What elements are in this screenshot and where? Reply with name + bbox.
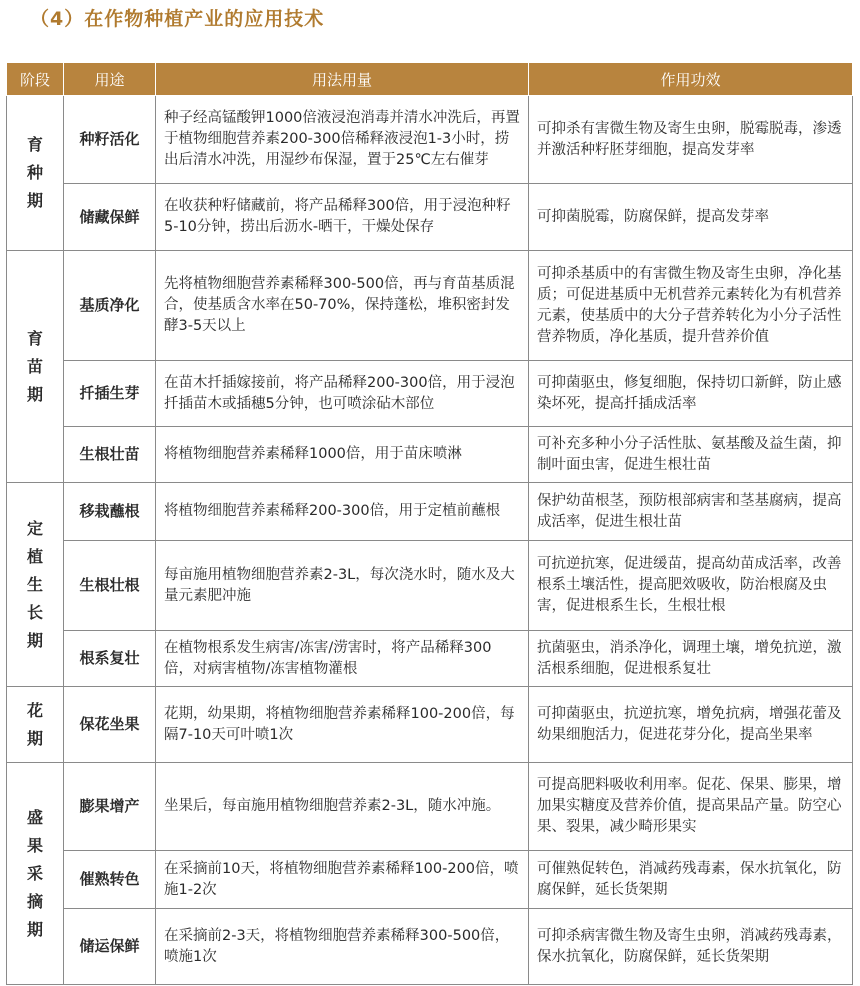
table-row	[7, 184, 853, 251]
effect-cell: 可补充多种小分子活性肽、氨基酸及益生菌，抑制叶面虫害，促进生根壮苗	[529, 427, 853, 483]
stage-char: 苗	[26, 356, 43, 376]
method-cell: 在苗木扦插嫁接前，将产品稀释200-300倍，用于浸泡扦插苗木或插穗5分钟，也可喷涂砧木部位	[156, 361, 529, 427]
stage-char: 生	[26, 574, 43, 594]
header-method: 用法用量	[156, 63, 529, 96]
effect-cell: 可抑杀病害微生物及寄生虫卵，消减药残毒素，保水抗氧化，防腐保鲜，延长货架期	[529, 909, 853, 985]
stage-char: 期	[26, 919, 43, 939]
stage-char: 盛	[26, 807, 43, 827]
method-cell: 在采摘前2-3天，将植物细胞营养素稀释300-500倍，喷施1次	[156, 909, 529, 985]
method-cell: 先将植物细胞营养素稀释300-500倍，再与育苗基质混合，使基质含水率在50-70%，保持蓬松，堆积密封发酵3-5天以上	[156, 251, 529, 361]
stage-char: 期	[26, 384, 43, 404]
use-cell: 膨果增产	[64, 763, 156, 851]
stage-char: 期	[26, 728, 43, 748]
section-title: （4）在作物种植产业的应用技术	[30, 8, 325, 30]
effect-cell: 可催熟促转色，消减药残毒素，保水抗氧化，防腐保鲜，延长货架期	[529, 851, 853, 909]
stage-char: 果	[26, 835, 43, 855]
stage-char: 定	[26, 518, 43, 538]
stage-char: 种	[26, 163, 43, 182]
effect-cell: 可抑菌脱霉，防腐保鲜，提高发芽率	[529, 184, 853, 251]
table-row	[7, 361, 853, 427]
method-cell: 坐果后，每亩施用植物细胞营养素2-3L，随水冲施。	[156, 763, 529, 851]
stage-char: 摘	[26, 891, 43, 911]
stage-char: 长	[26, 602, 43, 622]
use-cell: 扦插生芽	[64, 361, 156, 427]
use-cell: 移栽蘸根	[64, 483, 156, 541]
header-stage: 阶段	[7, 63, 64, 96]
use-cell: 基质净化	[64, 251, 156, 361]
stage-cell	[7, 687, 64, 763]
effect-cell: 可抑杀基质中的有害微生物及寄生虫卵，净化基质；可促进基质中无机营养元素转化为有机营养元素，使基质中的大分子营养转化为小分子活性营养物质，净化基质，提升营养价值	[529, 251, 853, 361]
use-cell: 生根壮根	[64, 541, 156, 631]
effect-cell: 可抑杀有害微生物及寄生虫卵，脱霉脱毒，渗透并激活种籽胚芽细胞，提高发芽率	[529, 96, 853, 184]
method-cell: 在收获种籽储藏前，将产品稀释300倍，用于浸泡种籽5-10分钟，捞出后沥水-晒干，干燥处保存	[156, 184, 529, 251]
stage-char: 采	[26, 863, 43, 883]
use-cell: 根系复壮	[64, 631, 156, 687]
method-cell: 种子经高锰酸钾1000倍液浸泡消毒并清水冲洗后，再置于植物细胞营养素200-300倍稀释液浸泡1-3小时，捞出后清水冲洗，用湿纱布保湿，置于25℃左右催芽	[156, 96, 529, 184]
table-row	[7, 96, 853, 184]
stage-cell	[7, 763, 64, 985]
use-cell: 保花坐果	[64, 687, 156, 763]
header-row	[7, 63, 853, 96]
effect-cell: 保护幼苗根茎，预防根部病害和茎基腐病，提高成活率，促进生根壮苗	[529, 483, 853, 541]
use-cell: 储藏保鲜	[64, 184, 156, 251]
effect-cell: 可抑菌驱虫，修复细胞，保持切口新鲜，防止感染坏死，提高扦插成活率	[529, 361, 853, 427]
table-row	[7, 851, 853, 909]
stage-char: 期	[26, 630, 43, 650]
table-row	[7, 631, 853, 687]
method-cell: 将植物细胞营养素稀释200-300倍，用于定植前蘸根	[156, 483, 529, 541]
stage-char: 植	[26, 546, 43, 566]
method-cell: 将植物细胞营养素稀释1000倍，用于苗床喷淋	[156, 427, 529, 483]
table-row	[7, 251, 853, 361]
use-cell: 生根壮苗	[64, 427, 156, 483]
table-row	[7, 763, 853, 851]
stage-cell	[7, 96, 64, 251]
effect-cell: 抗菌驱虫，消杀净化，调理土壤，增免抗逆，激活根系细胞，促进根系复壮	[529, 631, 853, 687]
use-cell: 催熟转色	[64, 851, 156, 909]
stage-char: 育	[26, 328, 43, 348]
stage-cell	[7, 251, 64, 483]
header-effect: 作用功效	[529, 63, 853, 96]
table-row	[7, 483, 853, 541]
method-cell: 在采摘前10天，将植物细胞营养素稀释100-200倍，喷施1-2次	[156, 851, 529, 909]
effect-cell: 可抑菌驱虫，抗逆抗寒，增免抗病，增强花蕾及幼果细胞活力，促进花芽分化，提高坐果率	[529, 687, 853, 763]
application-table	[6, 62, 853, 985]
stage-cell	[7, 483, 64, 687]
stage-char: 花	[26, 700, 43, 720]
stage-char: 期	[26, 191, 43, 210]
table-row	[7, 427, 853, 483]
table-row	[7, 687, 853, 763]
header-use: 用途	[64, 63, 156, 96]
method-cell: 花期，幼果期，将植物细胞营养素稀释100-200倍，每隔7-10天可叶喷1次	[156, 687, 529, 763]
effect-cell: 可抗逆抗寒，促进缓苗，提高幼苗成活率，改善根系土壤活性，提高肥效吸收，防治根腐及虫害，促进根系生长，生根壮根	[529, 541, 853, 631]
table-row	[7, 541, 853, 631]
stage-char: 育	[26, 135, 43, 154]
method-cell: 每亩施用植物细胞营养素2-3L，每次浇水时，随水及大量元素肥冲施	[156, 541, 529, 631]
use-cell: 储运保鲜	[64, 909, 156, 985]
method-cell: 在植物根系发生病害/冻害/涝害时，将产品稀释300倍，对病害植物/冻害植物灌根	[156, 631, 529, 687]
use-cell: 种籽活化	[64, 96, 156, 184]
table-row	[7, 909, 853, 985]
effect-cell: 可提高肥料吸收利用率。促花、保果、膨果，增加果实糖度及营养价值，提高果品产量。防空心果、裂果，减少畸形果实	[529, 763, 853, 851]
